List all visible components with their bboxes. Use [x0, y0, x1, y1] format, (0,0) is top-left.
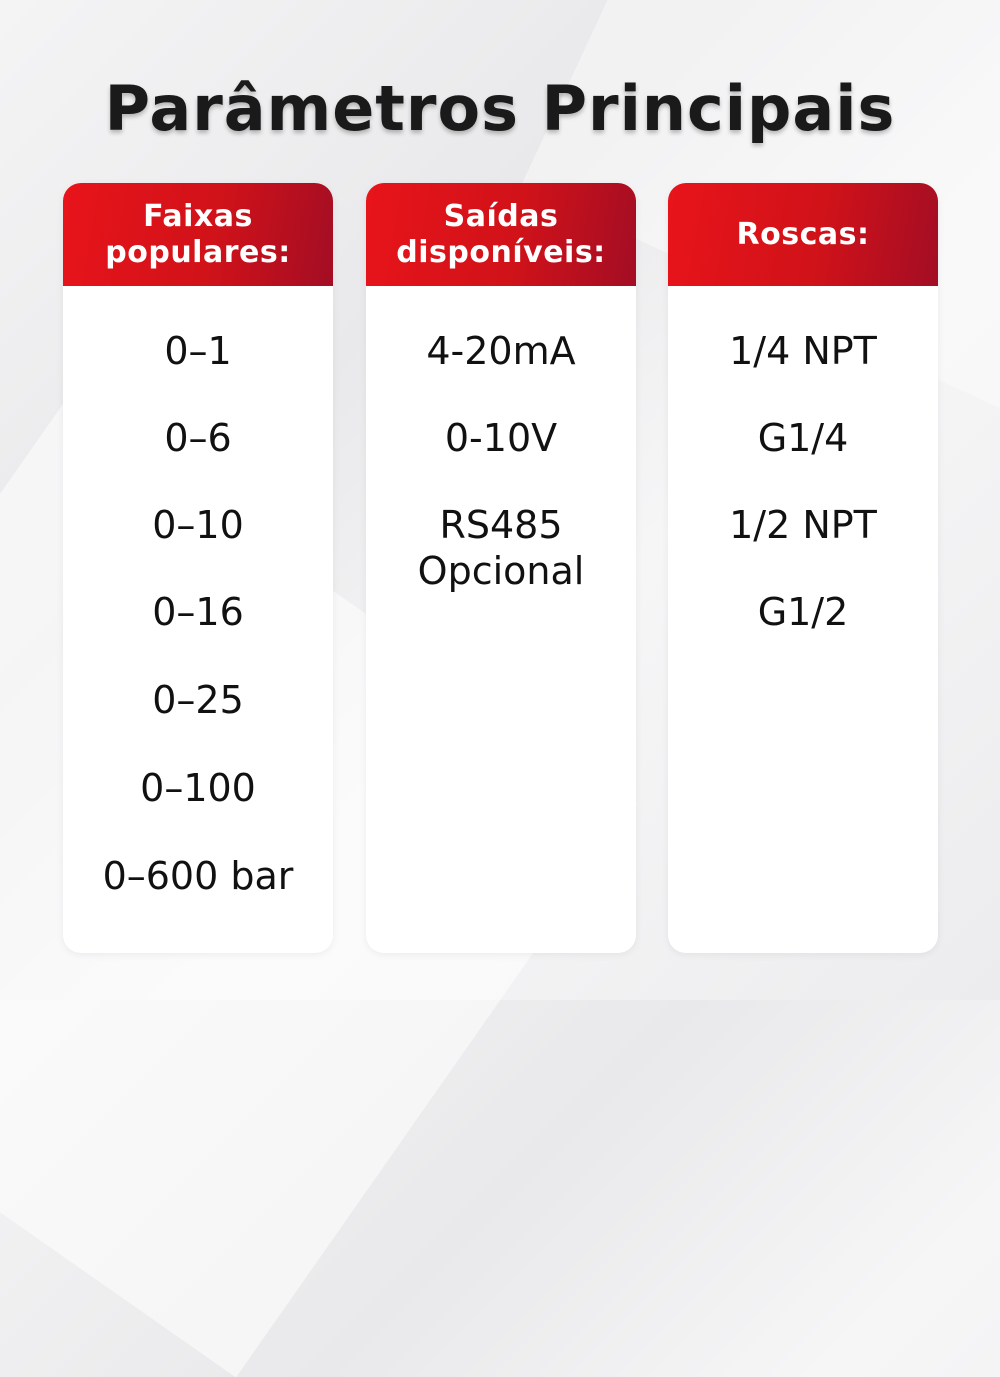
- list-item: G1/2: [757, 590, 849, 634]
- list-item: 1/4 NPT: [729, 329, 877, 373]
- list-item: RS485 Opcional: [417, 503, 585, 593]
- list-item: 1/2 NPT: [729, 503, 877, 547]
- list-item: 0–10: [152, 503, 244, 547]
- list-item: 4-20mA: [426, 329, 576, 373]
- page-title: Parâmetros Principais: [104, 72, 896, 145]
- list-item: 0–25: [152, 678, 244, 722]
- list-item: 0–100: [140, 766, 256, 810]
- card-saidas: [366, 183, 636, 953]
- list-item: 0–16: [152, 590, 244, 634]
- card-header: [366, 183, 636, 286]
- list-item: 0–1: [164, 329, 232, 373]
- card-header-label: Roscas:: [736, 216, 870, 252]
- card-header-label: Saídas disponíveis:: [396, 198, 606, 270]
- card-header: [63, 183, 333, 286]
- card-header-label: Faixas populares:: [105, 198, 291, 270]
- card-faixas: [63, 183, 333, 953]
- list-item: 0-10V: [444, 416, 558, 460]
- list-item: G1/4: [757, 416, 849, 460]
- card-roscas: [668, 183, 938, 953]
- list-item: 0–600 bar: [102, 854, 294, 898]
- list-item: 0–6: [164, 416, 232, 460]
- card-header: [668, 183, 938, 286]
